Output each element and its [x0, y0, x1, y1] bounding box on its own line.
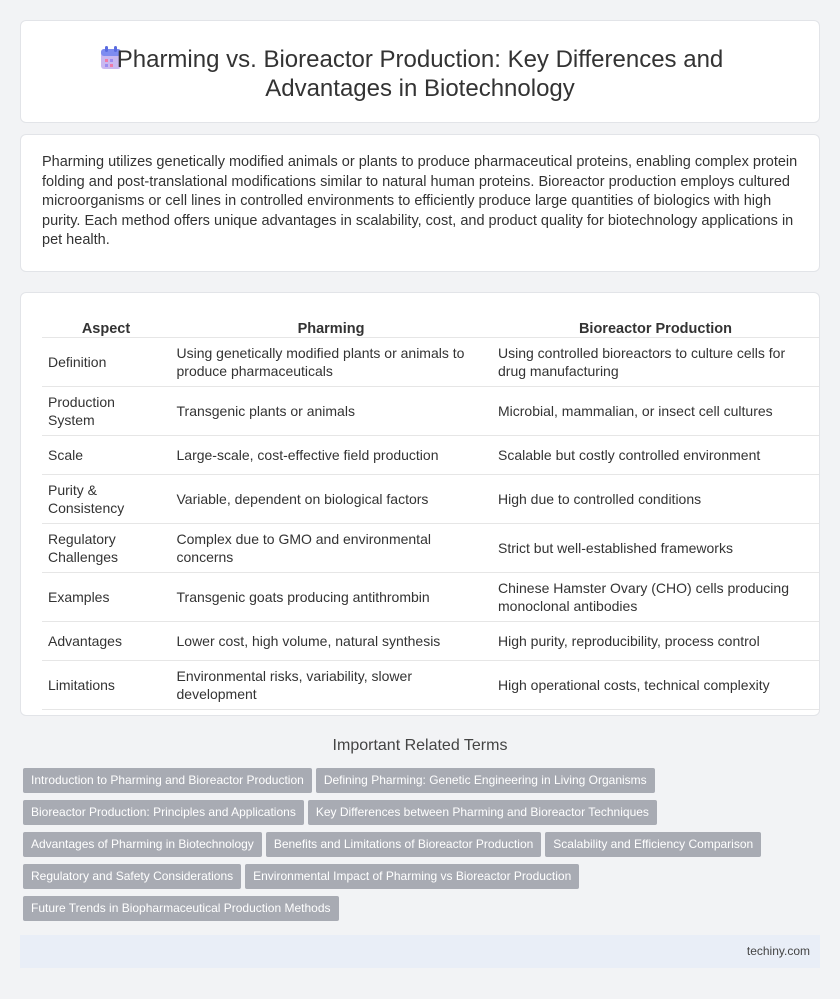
related-term-tag[interactable]: Regulatory and Safety Considerations: [23, 864, 241, 889]
related-terms-list: [23, 768, 813, 928]
header-card: [20, 20, 820, 123]
pharming-cell: Transgenic goats producing antithrombin: [170, 572, 492, 621]
aspect-cell: Production System: [42, 386, 170, 435]
related-term-tag[interactable]: Benefits and Limitations of Bioreactor Production: [266, 832, 541, 857]
page-title: Pharming vs. Bioreactor Production: Key Differences and Advantages in Biotechnology: [116, 46, 724, 102]
bioreactor-cell: High due to controlled conditions: [492, 474, 819, 523]
bioreactor-cell: Microbial, mammalian, or insect cell cultures: [492, 386, 819, 435]
column-header-aspect: Aspect: [42, 314, 170, 337]
bioreactor-cell: Scalable but costly controlled environment: [492, 435, 819, 474]
pharming-cell: Variable, dependent on biological factors: [170, 474, 492, 523]
bioreactor-cell: Chinese Hamster Ovary (CHO) cells producing monoclonal antibodies: [492, 572, 819, 621]
bioreactor-cell: High purity, reproducibility, process control: [492, 621, 819, 660]
bioreactor-cell: High operational costs, technical complexity: [492, 660, 819, 709]
table-row: [42, 523, 819, 572]
comparison-card: [20, 292, 820, 716]
pharming-cell: Lower cost, high volume, natural synthesis: [170, 621, 492, 660]
column-header-bioreactor: Bioreactor Production: [492, 314, 819, 337]
footer-bar: [20, 935, 820, 968]
table-row: [42, 435, 819, 474]
aspect-cell: Limitations: [42, 660, 170, 709]
aspect-cell: Scale: [42, 435, 170, 474]
aspect-cell: Definition: [42, 337, 170, 386]
aspect-cell: Examples: [42, 572, 170, 621]
table-header-row: [42, 314, 819, 337]
table-row: [42, 572, 819, 621]
table-row: [42, 621, 819, 660]
pharming-cell: Complex due to GMO and environmental concerns: [170, 523, 492, 572]
bioreactor-cell: Strict but well-established frameworks: [492, 523, 819, 572]
pharming-cell: Environmental risks, variability, slower development: [170, 660, 492, 709]
pharming-cell: Large-scale, cost-effective field production: [170, 435, 492, 474]
column-header-pharming: Pharming: [170, 314, 492, 337]
aspect-cell: Regulatory Challenges: [42, 523, 170, 572]
pharming-cell: Using genetically modified plants or animals to produce pharmaceuticals: [170, 337, 492, 386]
bioreactor-cell: Using controlled bioreactors to culture cells for drug manufacturing: [492, 337, 819, 386]
aspect-cell: Purity & Consistency: [42, 474, 170, 523]
related-terms-heading: Important Related Terms: [332, 737, 508, 754]
comparison-table: [42, 314, 819, 710]
related-term-tag[interactable]: Advantages of Pharming in Biotechnology: [23, 832, 262, 857]
intro-paragraph: Pharming utilizes genetically modified animals or plants to produce pharmaceutical proteins, enabling complex protein folding and post-translational modifications similar to natural human proteins. Bioreactor production employs cultured microorganisms or cell lines in controlled environments to efficiently produce large quantities of biologics with high purity. Each method offers unique advantages in scalability, cost, and product quality for biotechnology applications in pet health.: [42, 154, 798, 248]
related-term-tag[interactable]: Environmental Impact of Pharming vs Bioreactor Production: [245, 864, 579, 889]
related-term-tag[interactable]: Key Differences between Pharming and Bioreactor Techniques: [308, 800, 657, 825]
aspect-cell: Advantages: [42, 621, 170, 660]
table-row: [42, 386, 819, 435]
related-term-tag[interactable]: Defining Pharming: Genetic Engineering in Living Organisms: [316, 768, 655, 793]
related-term-tag[interactable]: Introduction to Pharming and Bioreactor Production: [23, 768, 312, 793]
intro-card: [20, 134, 820, 272]
related-term-tag[interactable]: Bioreactor Production: Principles and Applications: [23, 800, 304, 825]
related-term-tag[interactable]: Future Trends in Biopharmaceutical Production Methods: [23, 896, 339, 921]
site-credit[interactable]: techiny.com: [746, 944, 810, 958]
table-row: [42, 337, 819, 386]
related-term-tag[interactable]: Scalability and Efficiency Comparison: [545, 832, 761, 857]
table-row: [42, 474, 819, 523]
table-row: [42, 660, 819, 709]
pharming-cell: Transgenic plants or animals: [170, 386, 492, 435]
